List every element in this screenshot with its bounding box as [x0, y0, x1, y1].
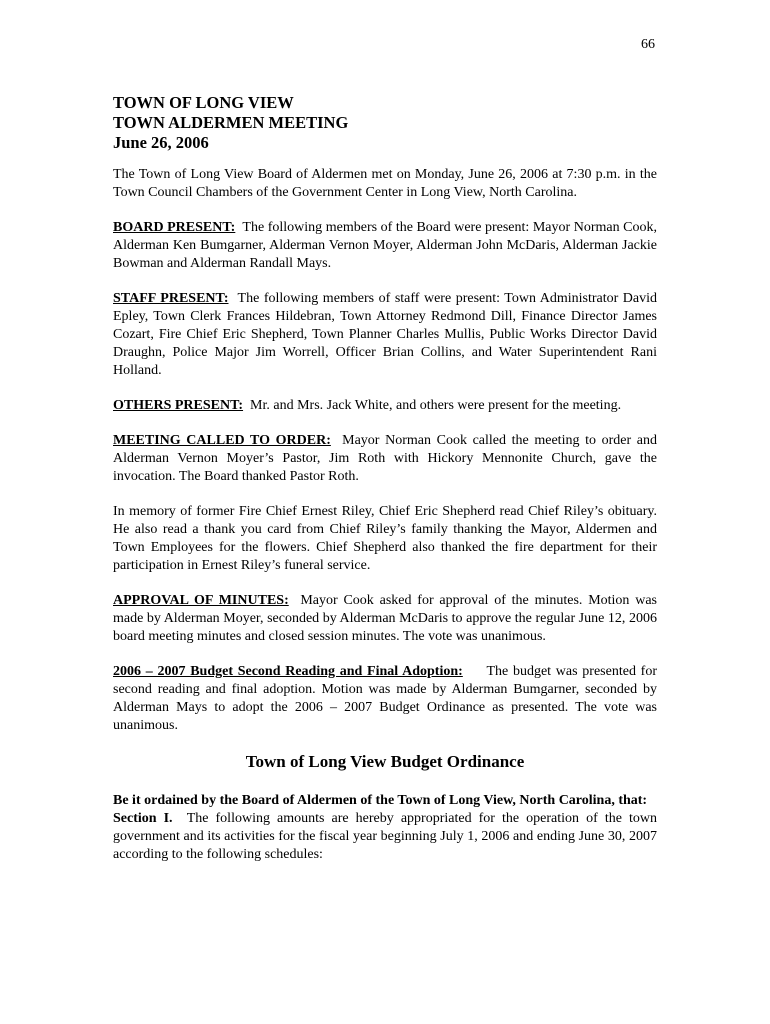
- page-number: 66: [641, 37, 655, 52]
- section-one-label: Section I.: [113, 811, 173, 826]
- meeting-called-text: Mayor Norman Cook called the meeting to order and Alderman Vernon Moyer’s Pastor, Jim Roth with Hickory Mennonite Church, gave the invocation. The Board thanked Pastor Roth.: [113, 433, 657, 484]
- approval-text: Mayor Cook asked for approval of the minutes. Motion was made by Alderman Moyer, seconded by Alderman McDaris to approve the regular June 12, 2006 board meeting minutes and closed session minutes. The vote was unanimous.: [113, 593, 657, 644]
- approval-label: APPROVAL OF MINUTES:: [113, 593, 289, 608]
- header-meeting: TOWN ALDERMEN MEETING: [113, 113, 349, 132]
- budget-text: The budget was presented for second reading and final adoption. Motion was made by Alderman Bumgarner, seconded by Alderman Mays to adopt the 2006 – 2007 Budget Ordinance as presented. The vote was unanimous.: [113, 664, 657, 733]
- document-header: [113, 93, 657, 153]
- others-present-text: Mr. and Mrs. Jack White, and others were present for the meeting.: [250, 398, 622, 413]
- ordinance-intro: Be it ordained by the Board of Aldermen of the Town of Long View, North Carolina, that:: [113, 793, 648, 808]
- budget-label: 2006 – 2007 Budget Second Reading and Final Adoption:: [113, 664, 463, 679]
- board-present-text: The following members of the Board were present: Mayor Norman Cook, Alderman Ken Bumgarner, Alderman Vernon Moyer, Alderman John McDaris, Alderman Jackie Bowman and Alderman Randall Mays.: [113, 220, 657, 271]
- approval-paragraph: [113, 592, 657, 646]
- staff-present-text: The following members of staff were present: Town Administrator David Epley, Town Clerk Frances Hildebran, Town Attorney Redmond Dill, Finance Director James Cozart, Fire Chief Eric Shepherd, Town Planner Charles Mullis, Public Works Director David Draughn, Police Major Jim Worrell, Officer Brian Collins, and Water Superintendent Rani Holland.: [113, 291, 657, 378]
- document-body: [113, 93, 657, 864]
- intro-paragraph: The Town of Long View Board of Aldermen met on Monday, June 26, 2006 at 7:30 p.m. in the Town Council Chambers of the Government Center in Long View, North Carolina.: [113, 167, 657, 200]
- memory-paragraph: In memory of former Fire Chief Ernest Riley, Chief Eric Shepherd read Chief Riley’s obituary. He also read a thank you card from Chief Riley’s family thanking the Mayor, Aldermen and Town Employees for the flowers. Chief Shepherd also thanked the fire department for their participation in Ernest Riley’s funeral service.: [113, 504, 657, 573]
- budget-paragraph: [113, 663, 657, 735]
- meeting-called-label: MEETING CALLED TO ORDER:: [113, 433, 331, 448]
- others-present-label: OTHERS PRESENT:: [113, 398, 244, 413]
- ordinance-title: Town of Long View Budget Ordinance: [245, 752, 525, 771]
- others-present-paragraph: [113, 397, 657, 415]
- staff-present-paragraph: [113, 290, 657, 380]
- header-date: June 26, 2006: [113, 133, 209, 152]
- board-present-paragraph: [113, 219, 657, 273]
- header-town: TOWN OF LONG VIEW: [113, 93, 294, 112]
- section-one-text: The following amounts are hereby appropriated for the operation of the town government and its activities for the fiscal year beginning July 1, 2006 and ending June 30, 2007 according to the following schedules:: [113, 811, 657, 862]
- staff-present-label: STAFF PRESENT:: [113, 291, 229, 306]
- meeting-called-paragraph: [113, 432, 657, 486]
- board-present-label: BOARD PRESENT:: [113, 220, 236, 235]
- section-one-paragraph: [113, 810, 657, 864]
